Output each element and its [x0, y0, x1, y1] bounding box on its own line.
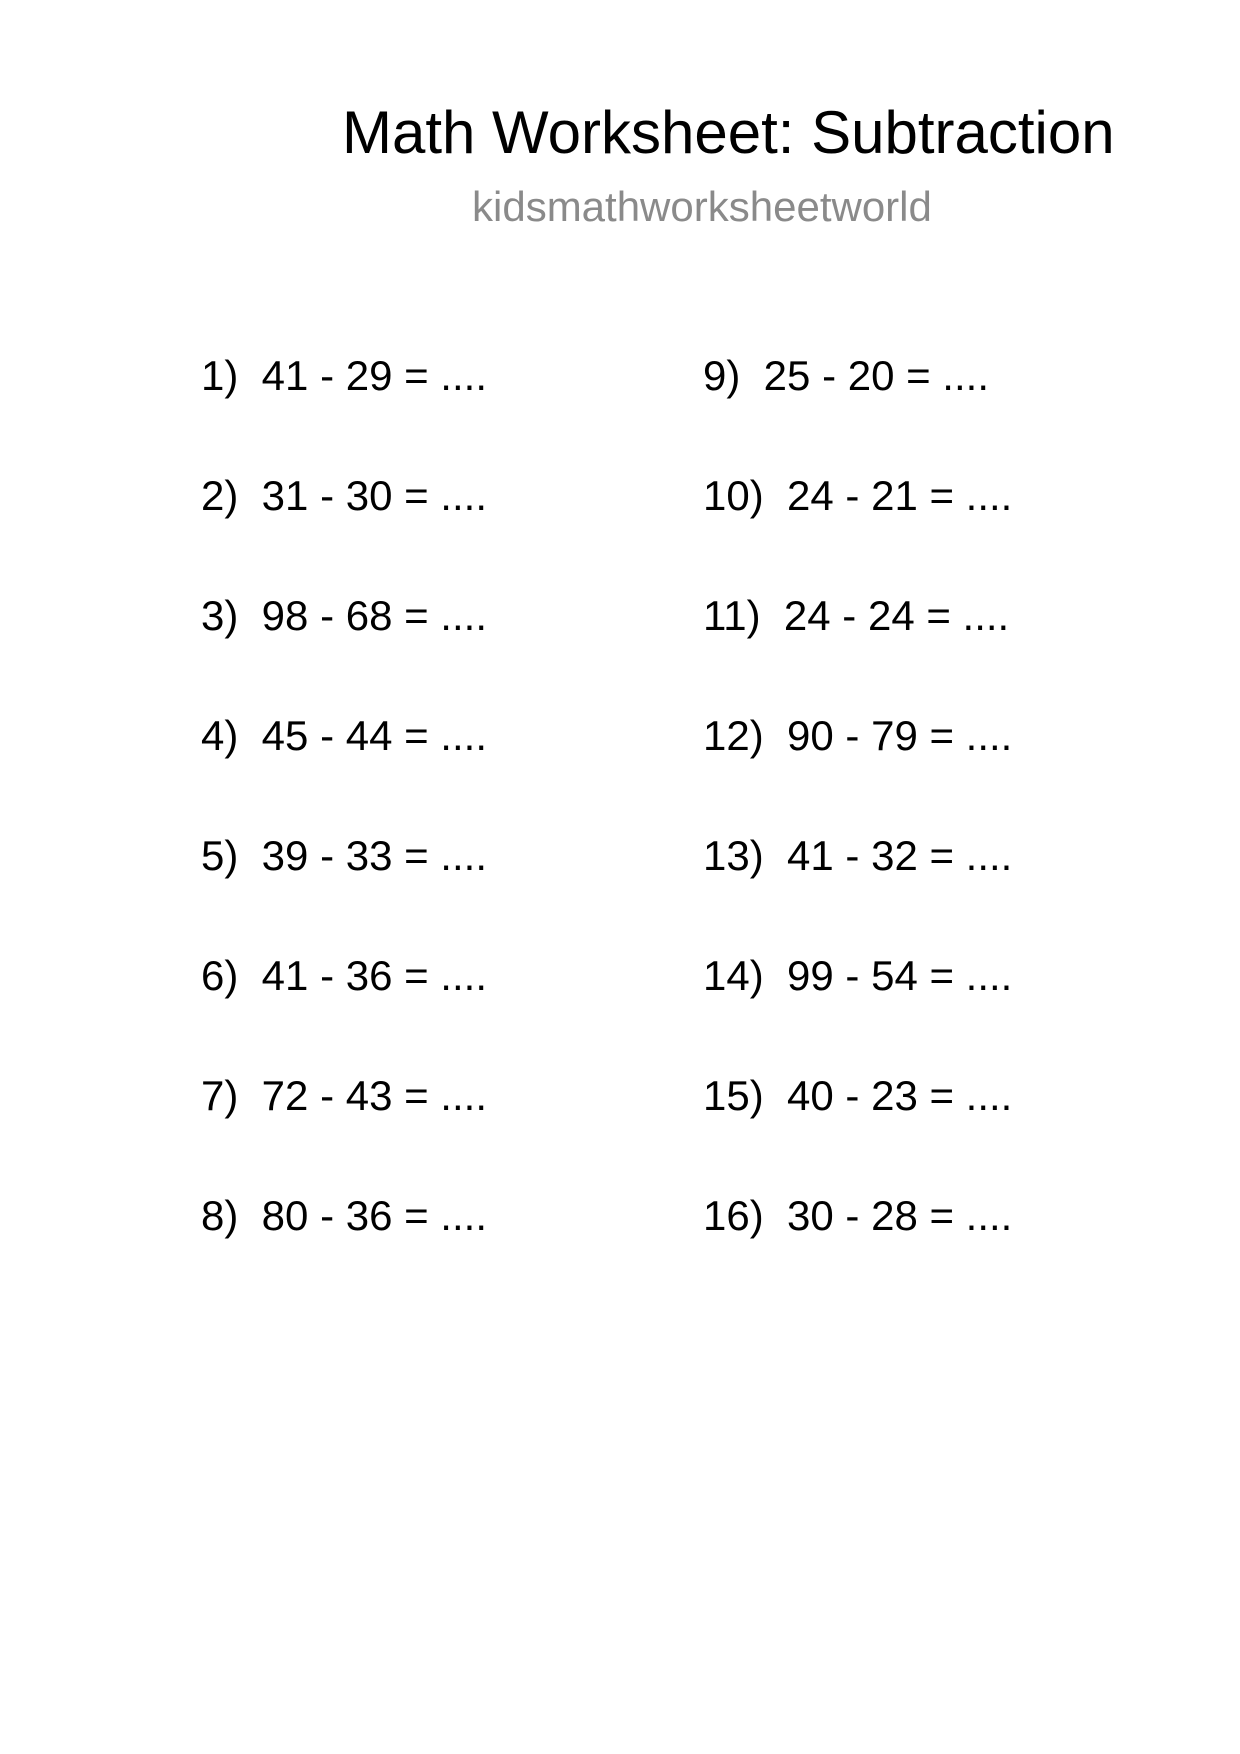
problem-item: 2) 31 - 30 = .... [201, 472, 487, 519]
problem-item: 12) 90 - 79 = .... [703, 712, 1013, 759]
problem-item: 7) 72 - 43 = .... [201, 1072, 487, 1119]
problem-item: 3) 98 - 68 = .... [201, 592, 487, 639]
problem-item: 11) 24 - 24 = .... [703, 592, 1010, 639]
problem-column-left [201, 351, 661, 1311]
problem-column-right [703, 351, 1163, 1311]
problem-item: 14) 99 - 54 = .... [703, 952, 1013, 999]
problem-item: 6) 41 - 36 = .... [201, 952, 487, 999]
page-title: Math Worksheet: Subtraction [342, 99, 1115, 166]
problem-item: 4) 45 - 44 = .... [201, 712, 487, 759]
problem-item: 13) 41 - 32 = .... [703, 832, 1013, 879]
problem-item: 1) 41 - 29 = .... [201, 352, 487, 399]
problem-item: 8) 80 - 36 = .... [201, 1192, 487, 1239]
problem-item: 5) 39 - 33 = .... [201, 832, 487, 879]
problem-item: 9) 25 - 20 = .... [703, 352, 989, 399]
problem-item: 15) 40 - 23 = .... [703, 1072, 1013, 1119]
problem-item: 16) 30 - 28 = .... [703, 1192, 1013, 1239]
site-name: kidsmathworksheetworld [472, 183, 932, 230]
problem-item: 10) 24 - 21 = .... [703, 472, 1013, 519]
